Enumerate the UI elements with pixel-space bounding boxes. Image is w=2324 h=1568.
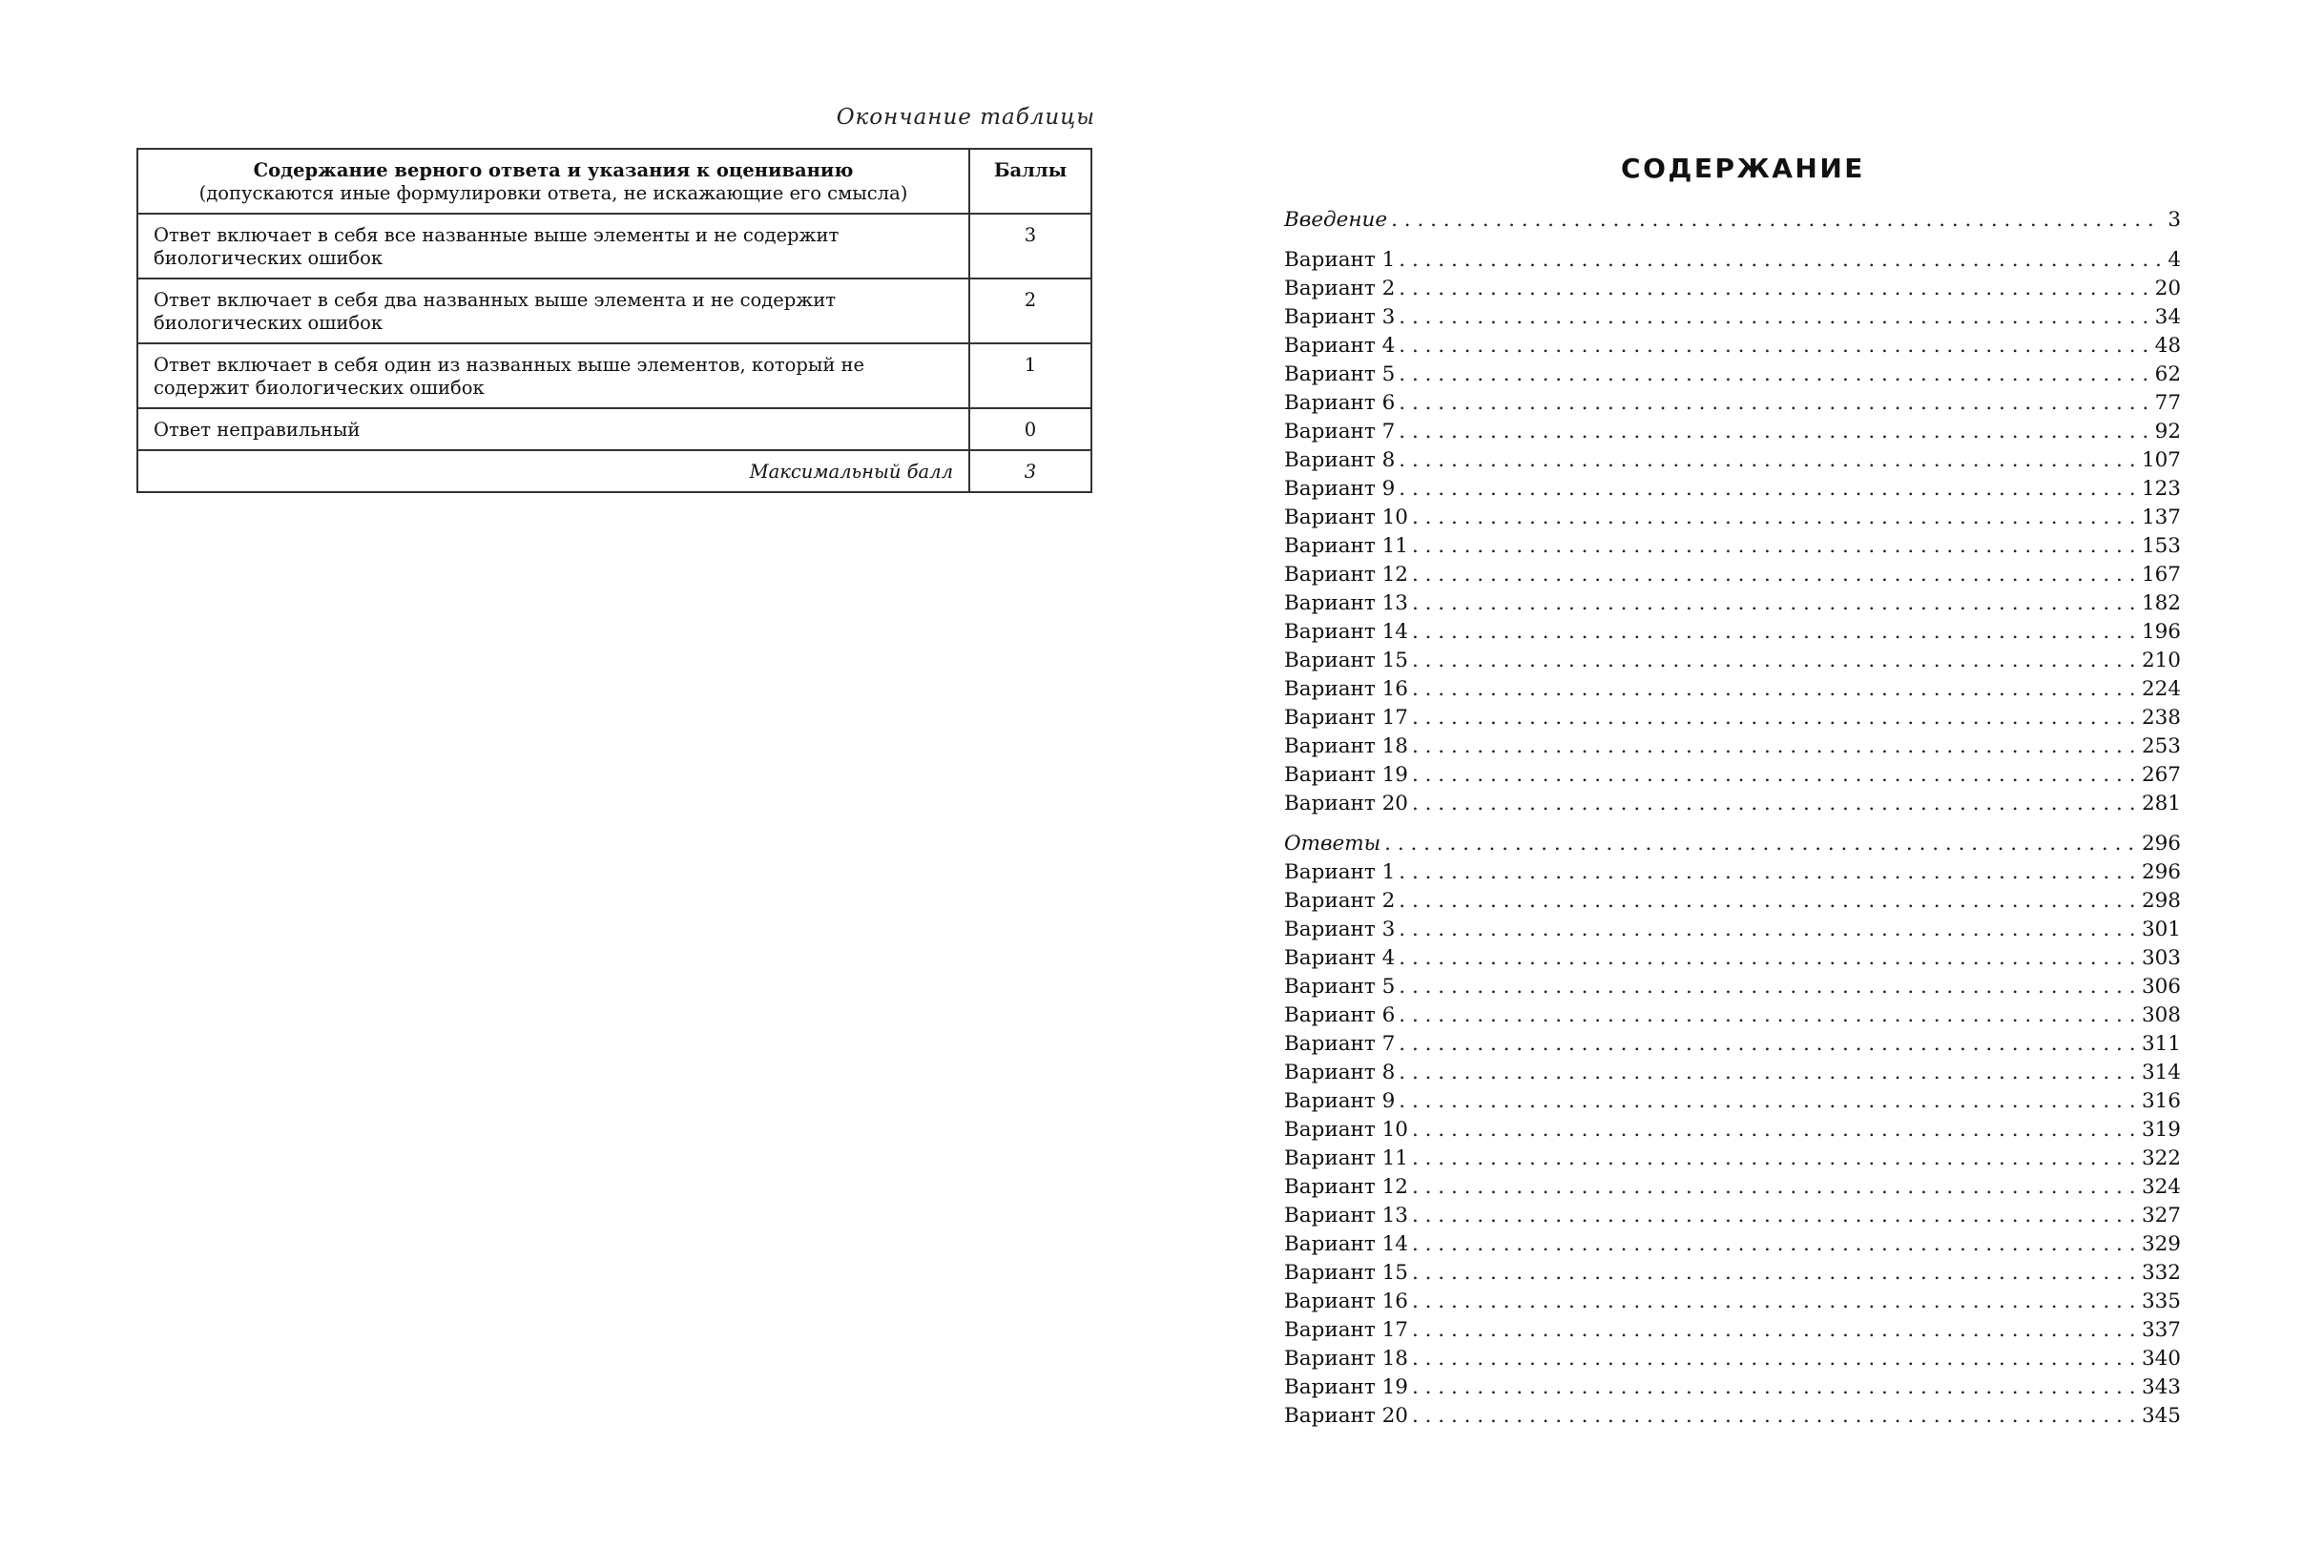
toc-entry-page: 92 xyxy=(2154,420,2181,444)
toc-entry-answer-variant[interactable] xyxy=(1284,1259,2181,1288)
toc-entry-page: 337 xyxy=(2141,1318,2181,1342)
toc-entry-label: Вариант 4 xyxy=(1284,946,1396,970)
toc-leader-dots xyxy=(1399,1030,2136,1059)
toc-entry-page: 308 xyxy=(2141,1003,2181,1027)
criteria-cell xyxy=(137,279,969,343)
toc-leader-dots xyxy=(1412,1230,2136,1259)
toc-entry-answer-variant[interactable] xyxy=(1284,1373,2181,1402)
right-page xyxy=(1162,0,2324,1568)
toc-entry-page: 332 xyxy=(2141,1261,2181,1285)
toc-entry-label: Вариант 14 xyxy=(1284,620,1408,644)
toc-leader-dots xyxy=(1399,446,2136,475)
toc-entry-label: Вариант 6 xyxy=(1284,1003,1396,1027)
toc-entry-page: 4 xyxy=(2168,248,2181,272)
criteria-text: Ответ неправильный xyxy=(154,419,361,441)
answer-variants-list xyxy=(1284,858,2181,1431)
toc-leader-dots xyxy=(1412,1345,2136,1373)
toc-entry-answer-variant[interactable] xyxy=(1284,1173,2181,1202)
score-cell: 1 xyxy=(969,343,1091,408)
toc-entry-label: Вариант 10 xyxy=(1284,505,1408,529)
toc-entry-page: 343 xyxy=(2141,1375,2181,1399)
toc-leader-dots xyxy=(1412,790,2136,818)
table-row xyxy=(137,408,1091,450)
toc-entry-page: 48 xyxy=(2154,334,2181,358)
toc-entry-answer-variant[interactable] xyxy=(1284,1230,2181,1259)
toc-entry-page: 123 xyxy=(2141,477,2181,501)
toc-entry-variant[interactable] xyxy=(1284,446,2181,475)
toc-entry-page: 335 xyxy=(2141,1289,2181,1313)
table-of-contents xyxy=(1284,206,2181,1431)
criteria-cell xyxy=(137,343,969,408)
toc-entry-page: 340 xyxy=(2141,1347,2181,1371)
toc-entry-label: Вариант 17 xyxy=(1284,1318,1408,1342)
toc-leader-dots xyxy=(1412,532,2136,561)
toc-leader-dots xyxy=(1399,332,2148,361)
table-row xyxy=(137,343,1091,408)
toc-entry-label: Вариант 9 xyxy=(1284,477,1396,501)
toc-entry-label: Вариант 15 xyxy=(1284,1261,1408,1285)
toc-entry-variant[interactable] xyxy=(1284,275,2181,303)
toc-entry-variant[interactable] xyxy=(1284,303,2181,332)
toc-leader-dots xyxy=(1399,246,2162,275)
toc-entry-variant[interactable] xyxy=(1284,704,2181,732)
score-cell: 2 xyxy=(969,279,1091,343)
toc-entry-answer-variant[interactable] xyxy=(1284,1145,2181,1173)
toc-entry-page: 62 xyxy=(2154,362,2181,386)
toc-entry-page: 34 xyxy=(2154,305,2181,329)
toc-entry-variant[interactable] xyxy=(1284,246,2181,275)
toc-leader-dots xyxy=(1399,858,2136,887)
toc-leader-dots xyxy=(1399,361,2148,389)
toc-entry-variant[interactable] xyxy=(1284,761,2181,790)
toc-leader-dots xyxy=(1412,618,2136,647)
toc-leader-dots xyxy=(1412,1259,2136,1288)
toc-leader-dots xyxy=(1399,916,2136,944)
toc-entry-variant[interactable] xyxy=(1284,732,2181,761)
max-score-row xyxy=(137,450,1091,492)
toc-leader-dots xyxy=(1412,1288,2136,1316)
toc-leader-dots xyxy=(1412,504,2136,532)
toc-entry-answer-variant[interactable] xyxy=(1284,916,2181,944)
toc-entry-label: Вариант 1 xyxy=(1284,860,1396,884)
toc-entry-label: Вариант 9 xyxy=(1284,1089,1396,1113)
toc-entry-label: Вариант 14 xyxy=(1284,1232,1408,1256)
toc-entry-page: 329 xyxy=(2141,1232,2181,1256)
toc-entry-label: Вариант 19 xyxy=(1284,763,1408,787)
scoring-table xyxy=(136,148,1092,493)
max-score-value: 3 xyxy=(969,450,1091,492)
table-row xyxy=(137,279,1091,343)
toc-entry-label: Вариант 1 xyxy=(1284,248,1396,272)
toc-entry-label: Вариант 20 xyxy=(1284,792,1408,815)
toc-entry-label: Вариант 15 xyxy=(1284,649,1408,672)
variants-list xyxy=(1284,246,2181,818)
toc-leader-dots xyxy=(1399,973,2136,1001)
toc-leader-dots xyxy=(1412,1145,2136,1173)
toc-entry-variant[interactable] xyxy=(1284,332,2181,361)
criteria-cell xyxy=(137,408,969,450)
toc-entry-answer-variant[interactable] xyxy=(1284,973,2181,1001)
toc-leader-dots xyxy=(1412,1202,2136,1230)
toc-entry-answers[interactable] xyxy=(1284,830,2181,858)
toc-entry-variant[interactable] xyxy=(1284,418,2181,446)
toc-entry-variant[interactable] xyxy=(1284,532,2181,561)
toc-entry-page: 107 xyxy=(2141,448,2181,472)
toc-entry-page: 327 xyxy=(2141,1204,2181,1228)
toc-leader-dots xyxy=(1412,647,2136,675)
toc-entry-variant[interactable] xyxy=(1284,675,2181,704)
toc-leader-dots xyxy=(1399,475,2136,504)
toc-entry-page: 167 xyxy=(2141,563,2181,587)
toc-entry-label: Вариант 5 xyxy=(1284,975,1396,999)
toc-leader-dots xyxy=(1399,275,2148,303)
toc-entry-label: Вариант 18 xyxy=(1284,1347,1408,1371)
toc-entry-page: 196 xyxy=(2141,620,2181,644)
criteria-header-cell xyxy=(137,149,969,214)
score-cell: 3 xyxy=(969,214,1091,279)
toc-entry-page: 77 xyxy=(2154,391,2181,415)
toc-entry-page: 137 xyxy=(2141,505,2181,529)
toc-entry-label: Вариант 6 xyxy=(1284,391,1396,415)
toc-entry-answer-variant[interactable] xyxy=(1284,1087,2181,1116)
toc-leader-dots xyxy=(1412,561,2136,589)
toc-entry-page: 20 xyxy=(2154,277,2181,300)
toc-entry-label: Вариант 8 xyxy=(1284,1061,1396,1084)
toc-leader-dots xyxy=(1412,1402,2136,1431)
score-cell: 0 xyxy=(969,408,1091,450)
table-row xyxy=(137,214,1091,279)
toc-entry-answer-variant[interactable] xyxy=(1284,1030,2181,1059)
toc-leader-dots xyxy=(1384,830,2136,858)
toc-entry-intro[interactable] xyxy=(1284,206,2181,235)
table-header-row xyxy=(137,149,1091,214)
toc-leader-dots xyxy=(1412,1116,2136,1145)
toc-entry-label: Вариант 20 xyxy=(1284,1404,1408,1428)
toc-entry-label: Вариант 2 xyxy=(1284,889,1396,913)
toc-entry-page: 322 xyxy=(2141,1146,2181,1170)
toc-entry-label: Вариант 10 xyxy=(1284,1118,1408,1142)
toc-entry-label: Вариант 3 xyxy=(1284,305,1396,329)
criteria-header-note: (допускаются иные формулировки ответа, не искажающие его смысла) xyxy=(198,182,908,204)
toc-leader-dots xyxy=(1412,589,2136,618)
toc-entry-label: Вариант 4 xyxy=(1284,334,1396,358)
toc-entry-answer-variant[interactable] xyxy=(1284,1345,2181,1373)
toc-entry-page: 210 xyxy=(2141,649,2181,672)
toc-entry-variant[interactable] xyxy=(1284,647,2181,675)
criteria-header-title: Содержание верного ответа и указания к оцениванию xyxy=(253,159,854,181)
toc-leader-dots xyxy=(1391,206,2162,235)
toc-leader-dots xyxy=(1399,944,2136,973)
toc-entry-page: 306 xyxy=(2141,975,2181,999)
toc-entry-answer-variant[interactable] xyxy=(1284,887,2181,916)
toc-entry-label: Вариант 16 xyxy=(1284,677,1408,701)
toc-leader-dots xyxy=(1399,1087,2136,1116)
toc-entry-answer-variant[interactable] xyxy=(1284,1288,2181,1316)
toc-entry-label: Вариант 13 xyxy=(1284,591,1408,615)
toc-entry-label: Ответы xyxy=(1284,832,1381,856)
toc-entry-variant[interactable] xyxy=(1284,618,2181,647)
toc-entry-page: 324 xyxy=(2141,1175,2181,1199)
criteria-text: Ответ включает в себя все названные выше элементы и не содержит биологических ошибок xyxy=(154,224,840,269)
criteria-text: Ответ включает в себя один из названных выше элементов, который не содержит биологических ошибок xyxy=(154,354,865,399)
toc-entry-page: 3 xyxy=(2168,208,2181,232)
toc-entry-label: Вариант 19 xyxy=(1284,1375,1408,1399)
toc-leader-dots xyxy=(1399,1059,2136,1087)
toc-entry-variant[interactable] xyxy=(1284,504,2181,532)
toc-entry-label: Введение xyxy=(1284,208,1388,232)
toc-entry-label: Вариант 17 xyxy=(1284,706,1408,730)
toc-entry-answer-variant[interactable] xyxy=(1284,944,2181,973)
toc-entry-page: 345 xyxy=(2141,1404,2181,1428)
score-header-title: Баллы xyxy=(993,159,1068,181)
toc-entry-label: Вариант 3 xyxy=(1284,918,1396,941)
toc-entry-answer-variant[interactable] xyxy=(1284,1059,2181,1087)
criteria-text: Ответ включает в себя два названных выше элемента и не содержит биологических ошибок xyxy=(154,289,836,334)
toc-entry-page: 296 xyxy=(2141,860,2181,884)
toc-leader-dots xyxy=(1412,1373,2136,1402)
toc-entry-variant[interactable] xyxy=(1284,790,2181,818)
toc-entry-label: Вариант 7 xyxy=(1284,420,1396,444)
toc-entry-variant[interactable] xyxy=(1284,361,2181,389)
toc-entry-variant[interactable] xyxy=(1284,475,2181,504)
toc-leader-dots xyxy=(1399,389,2148,418)
toc-entry-variant[interactable] xyxy=(1284,561,2181,589)
toc-entry-page: 314 xyxy=(2141,1061,2181,1084)
max-score-label: Максимальный балл xyxy=(137,450,969,492)
toc-leader-dots xyxy=(1412,761,2136,790)
toc-entry-label: Вариант 13 xyxy=(1284,1204,1408,1228)
toc-entry-answer-variant[interactable] xyxy=(1284,1116,2181,1145)
toc-entry-page: 319 xyxy=(2141,1118,2181,1142)
toc-entry-page: 267 xyxy=(2141,763,2181,787)
toc-leader-dots xyxy=(1412,1316,2136,1345)
toc-leader-dots xyxy=(1399,418,2148,446)
score-header-cell xyxy=(969,149,1091,214)
toc-entry-page: 311 xyxy=(2141,1032,2181,1056)
toc-entry-page: 253 xyxy=(2141,734,2181,758)
toc-entry-answer-variant[interactable] xyxy=(1284,1001,2181,1030)
toc-entry-label: Вариант 18 xyxy=(1284,734,1408,758)
toc-entry-label: Вариант 12 xyxy=(1284,1175,1408,1199)
table-caption: Окончание таблицы xyxy=(836,105,1095,130)
toc-entry-page: 281 xyxy=(2141,792,2181,815)
criteria-cell xyxy=(137,214,969,279)
toc-leader-dots xyxy=(1399,303,2148,332)
toc-entry-page: 224 xyxy=(2141,677,2181,701)
toc-entry-label: Вариант 11 xyxy=(1284,534,1408,558)
toc-leader-dots xyxy=(1399,887,2136,916)
toc-entry-answer-variant[interactable] xyxy=(1284,858,2181,887)
toc-entry-answer-variant[interactable] xyxy=(1284,1202,2181,1230)
toc-entry-page: 153 xyxy=(2141,534,2181,558)
toc-entry-page: 296 xyxy=(2141,832,2181,856)
toc-entry-page: 316 xyxy=(2141,1089,2181,1113)
toc-entry-answer-variant[interactable] xyxy=(1284,1316,2181,1345)
contents-title: СОДЕРЖАНИЕ xyxy=(1621,153,1865,184)
toc-entry-label: Вариант 11 xyxy=(1284,1146,1408,1170)
toc-entry-page: 303 xyxy=(2141,946,2181,970)
toc-leader-dots xyxy=(1399,1001,2136,1030)
toc-leader-dots xyxy=(1412,1173,2136,1202)
toc-entry-label: Вариант 12 xyxy=(1284,563,1408,587)
toc-entry-label: Вариант 16 xyxy=(1284,1289,1408,1313)
toc-entry-label: Вариант 2 xyxy=(1284,277,1396,300)
toc-entry-page: 298 xyxy=(2141,889,2181,913)
toc-entry-label: Вариант 8 xyxy=(1284,448,1396,472)
toc-entry-label: Вариант 5 xyxy=(1284,362,1396,386)
toc-entry-variant[interactable] xyxy=(1284,389,2181,418)
toc-leader-dots xyxy=(1412,675,2136,704)
toc-entry-page: 301 xyxy=(2141,918,2181,941)
toc-entry-answer-variant[interactable] xyxy=(1284,1402,2181,1431)
toc-entry-label: Вариант 7 xyxy=(1284,1032,1396,1056)
toc-leader-dots xyxy=(1412,732,2136,761)
toc-entry-page: 238 xyxy=(2141,706,2181,730)
toc-entry-variant[interactable] xyxy=(1284,589,2181,618)
toc-entry-page: 182 xyxy=(2141,591,2181,615)
toc-leader-dots xyxy=(1412,704,2136,732)
